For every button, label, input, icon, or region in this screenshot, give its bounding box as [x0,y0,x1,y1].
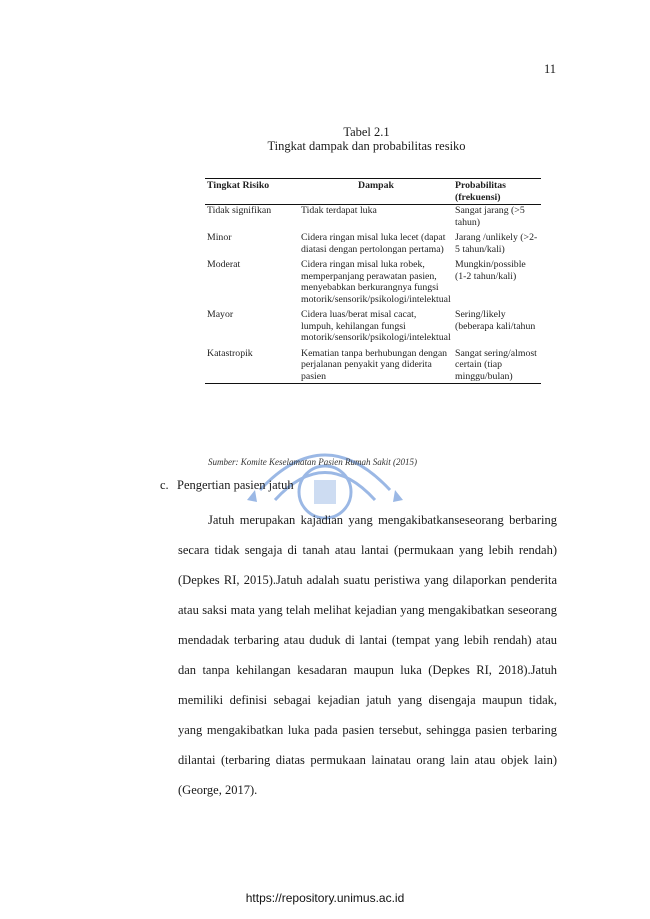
table-caption [0,125,650,153]
risk-table [205,178,541,384]
table-row [205,232,541,259]
cell-impact: Kematian tanpa berhubungan dengan perjalanan penyakit yang diderita pasien [299,348,453,384]
table-row [205,205,541,233]
section-heading [160,478,294,493]
table-row [205,259,541,309]
cell-probability: Sering/likely (beberapa kali/tahun [455,309,536,332]
list-marker: c. [160,478,169,492]
footer-url: https://repository.unimus.ac.id [245,891,405,905]
header-tingkat-risiko: Tingkat Risiko [205,179,299,205]
cell-risk-level: Katastropik [205,348,299,384]
paragraph: Jatuh merupakan kajadian yang mengakibatkanseseorang berbaring secara tidak sengaja di tanah atau lantai (permukaan yang lebih rendah) (Depkes RI, 2015).Jatuh adalah suatu peristiwa yang dilaporkan penderita atau saksi mata yang telah melihat kejadian yang mengakibatkan seseorang mendadak terbaring atau duduk di lantai (tempat yang lebih rendah) atau dan tanpa kehilangan kesadaran maupun luka (Depkes RI, 2018).Jatuh memiliki definisi sebagai kejadian jatuh yang disengaja maupun tidak, yang mengakibatkan luka pada pasien tersebut, sehingga pasien terbaring dilantai (terbaring diatas permukaan lainatau orang lain atau objek lain) (George, 2017). [178,513,557,797]
cell-probability: Sangat sering/almost certain (tiap minggu/bulan) [453,348,541,384]
table-title: Tabel 2.1 [343,125,390,139]
table-subtitle: Tingkat dampak dan probabilitas resiko [267,139,466,153]
table-source: Sumber: Komite Keselamatan Pasien Rumah Sakit (2015) [208,457,417,467]
cell-probability: Sangat jarang (>5 tahun) [455,205,525,228]
cell-impact: Cidera ringan misal luka lecet (dapat diatasi dengan pertolongan pertama) [301,232,446,255]
cell-risk-level: Moderat [207,259,241,270]
cell-risk-level: Mayor [207,309,234,320]
table-row [205,348,541,384]
cell-probability: Mungkin/possible (1-2 tahun/kali) [455,259,526,282]
cell-impact: Cidera ringan misal luka robek, memperpanjang perawatan pasien, menyebabkan berkurangnya fungsi motorik/sensorik/psikologi/intelektual [301,259,451,305]
cell-probability: Jarang /unlikely (>2-5 tahun/kali) [455,232,538,255]
cell-risk-level: Tidak signifikan [207,205,272,216]
page-number: 11 [544,62,557,76]
header-dampak: Dampak [299,179,453,205]
body-text [178,505,557,805]
cell-impact: Cidera luas/berat misal cacat, lumpuh, kehilangan fungsi motorik/sensorik/psikologi/intelektual [301,309,451,343]
section-heading-text: Pengertian pasien jatuh [177,478,294,492]
table-row [205,309,541,348]
cell-risk-level: Minor [207,232,232,243]
table-header-row [205,179,541,205]
header-probabilitas: Probabilitas (frekuensi) [453,179,541,205]
cell-impact: Tidak terdapat luka [301,205,377,216]
